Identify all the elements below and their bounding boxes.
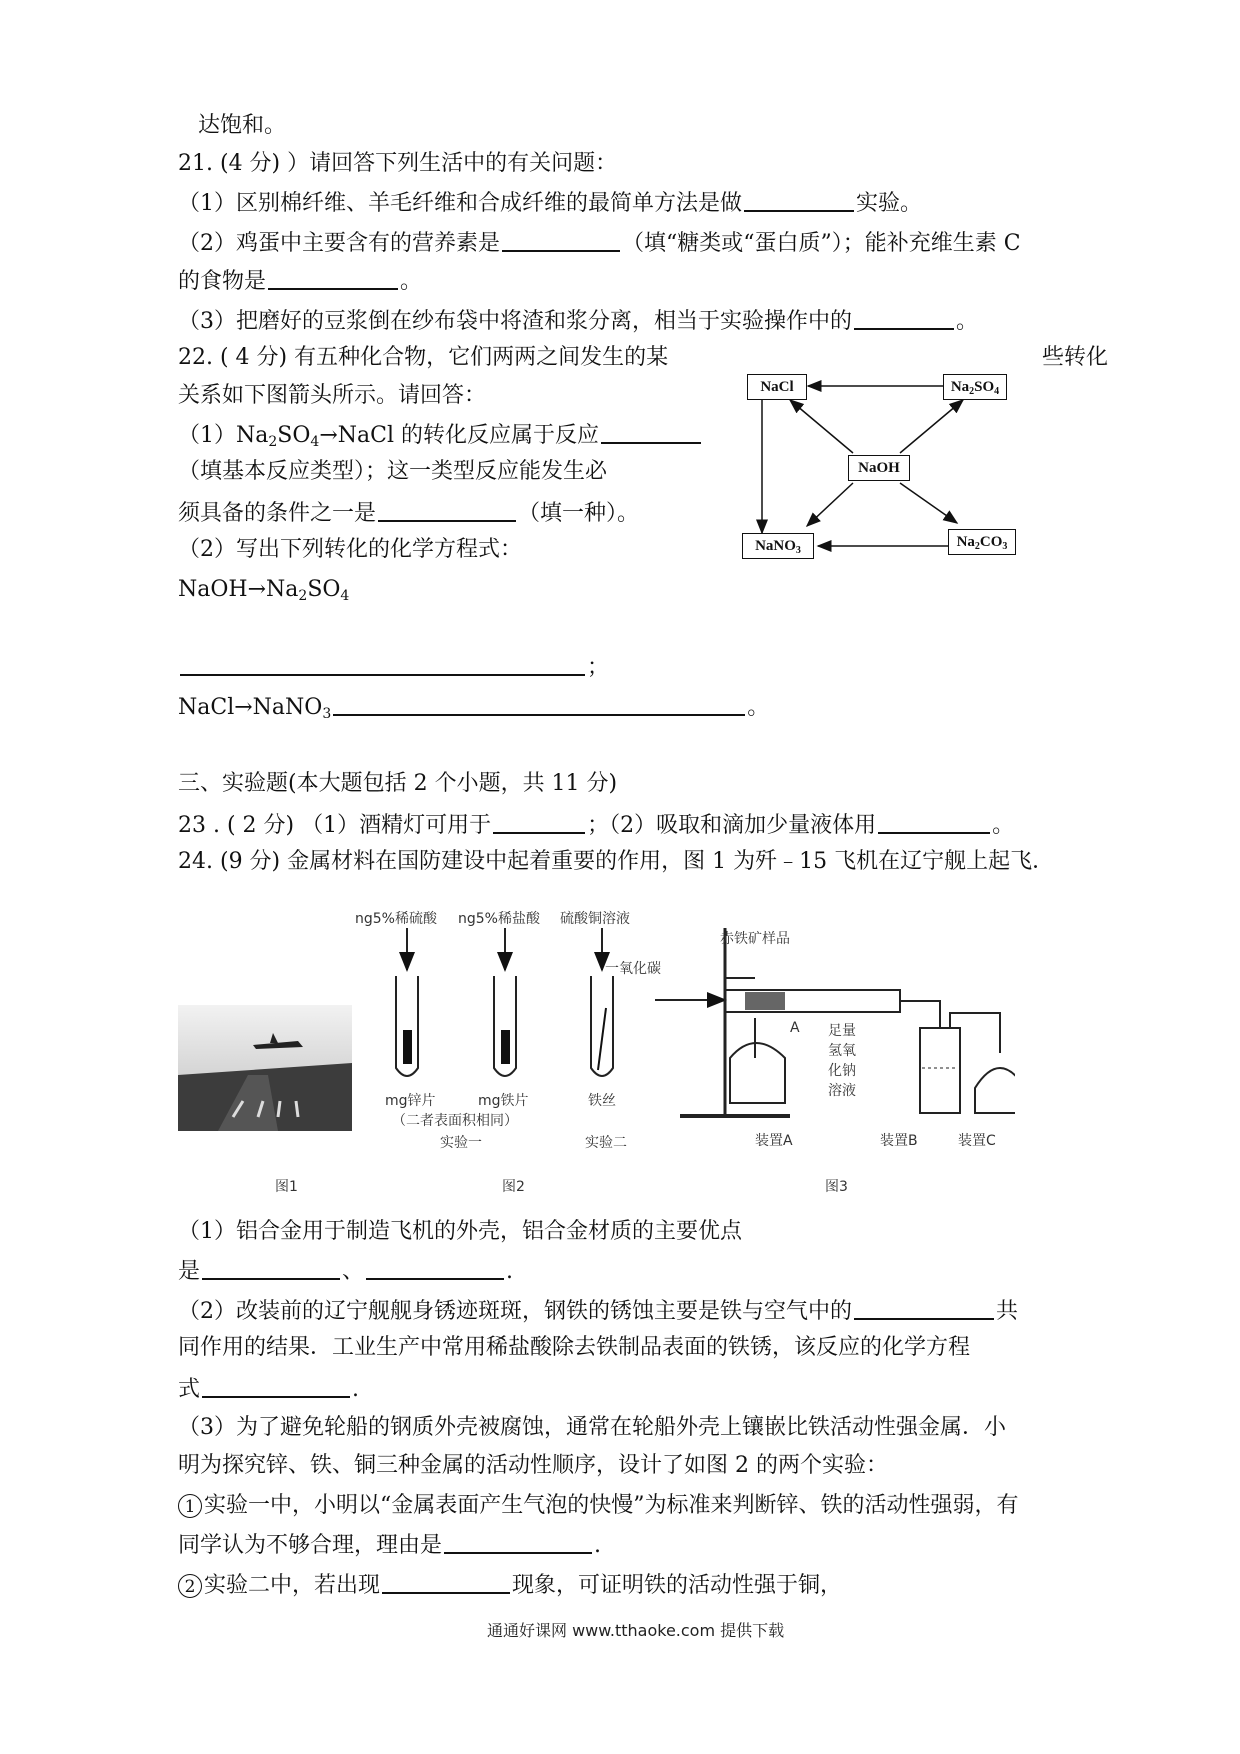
figure-2-test-tubes — [380, 928, 650, 1088]
answer-blank[interactable] — [202, 1256, 340, 1280]
arrow-naoh-nano3 — [807, 483, 853, 526]
answer-blank[interactable] — [268, 266, 398, 290]
q24-1: （1）铝合金用于制造飞机的外壳，铝合金材质的主要优点 — [178, 1219, 742, 1244]
q22-2-eq1: $NaOH\to Na_2SO_4$ — [178, 577, 350, 604]
note-same-area: （二者表面积相同） — [392, 1113, 518, 1129]
q24-title: 24. (9 分) 金属材料在国防建设中起着重要的作用，图 1 为歼﹣15 飞机在辽宁舰上起飞． — [178, 849, 1055, 874]
reagent-1: ng5%稀硫酸 — [355, 911, 437, 927]
q24-2-eq: 式 . — [178, 1374, 359, 1404]
answer-blank[interactable] — [366, 1256, 504, 1280]
q22-2-eq1-blank: ； — [178, 652, 609, 682]
q21-3: （3）把磨好的豆浆倒在纱布袋中将渣和浆分离，相当于实验操作中的 。 — [178, 306, 978, 336]
answer-blank[interactable] — [854, 306, 954, 330]
answer-blank[interactable] — [382, 1570, 510, 1594]
metal-1: mg锌片 — [385, 1093, 436, 1109]
answer-blank[interactable] — [493, 810, 585, 834]
co-label: 一氧化碳 — [605, 961, 661, 977]
q24-2-cont: 同作用的结果．工业生产中常用稀盐酸除去铁制品表面的铁锈，该反应的化学方程 — [178, 1335, 971, 1360]
footer-source: 通通好课网 www.tthaoke.com 提供下载 — [487, 1621, 785, 1640]
q22-2-eq2: NaCl→NaNO$_3$ 。 — [178, 692, 769, 722]
answer-blank[interactable] — [333, 692, 745, 716]
q24-3-sub1: 1 实验一中，小明以“金属表面产生气泡的快慢”为标准来判断锌、铁的活动性强弱，有 — [178, 1492, 1019, 1520]
q22-1-cond: 须具备的条件之一是 （填一种）。 — [178, 498, 639, 528]
q21-title: 21. (4 分) ）请回答下列生活中的有关问题： — [178, 151, 618, 176]
q21-2: （2）鸡蛋中主要含有的营养素是 （填“糖类或“蛋白质”）；能补充维生素 C — [178, 228, 1021, 258]
ore-label: 赤铁矿样品 — [720, 931, 790, 947]
metal-2: mg铁片 — [478, 1093, 529, 1109]
q24-2: （2）改装前的辽宁舰舰身锈迹斑斑，钢铁的锈蚀主要是铁与空气中的 共 — [178, 1296, 1018, 1326]
naoh-solution-3: 化钠 — [828, 1063, 856, 1079]
node-na2so4: $Na_2SO_4$ — [943, 374, 1007, 400]
q21-1: （1）区别棉纤维、羊毛纤维和合成纤维的最简单方法是做 实验。 — [178, 188, 922, 218]
caption-fig-1: 图1 — [275, 1179, 298, 1195]
q22-1: $(1)Na_2SO_4\to NaCl$ 的转化反应属于反应 — [178, 420, 703, 450]
exp-1-label: 实验一 — [440, 1135, 482, 1151]
device-c: 装置C — [958, 1133, 996, 1149]
label-a: A — [790, 1020, 800, 1036]
node-nano3: NaNO$_3$ — [742, 533, 814, 559]
arrow-naoh-na2co3 — [900, 483, 957, 523]
caption-fig-3: 图3 — [825, 1179, 848, 1195]
node-naoh: NaOH — [848, 455, 910, 481]
q22-1-cont: （填基本反应类型）；这一类型反应能发生必 — [178, 459, 608, 484]
node-na2co3: $Na_2CO_3$ — [948, 529, 1016, 555]
node-nacl: NaCl — [747, 374, 807, 400]
metal-3: 铁丝 — [588, 1093, 616, 1109]
device-a: 装置A — [755, 1133, 793, 1149]
q22-title: 22. ( 4 分) 有五种化合物，它们两两之间发生的某 — [178, 345, 669, 370]
q21-2-cont: 的食物是 。 — [178, 266, 422, 296]
answer-blank[interactable] — [444, 1530, 592, 1554]
answer-blank[interactable] — [854, 1296, 994, 1320]
answer-blank[interactable] — [744, 188, 854, 212]
q24-3-cont: 明为探究锌、铁、铜三种金属的活动性顺序，设计了如图 2 的两个实验： — [178, 1453, 888, 1478]
q23: 23 . ( 2 分) （1）酒精灯可用于 ；（2）吸取和滴加少量液体用 。 — [178, 810, 1014, 840]
q24-3-sub1-cont: 同学认为不够合理，理由是 . — [178, 1530, 601, 1560]
naoh-solution-4: 溶液 — [828, 1083, 856, 1099]
q24-1-cont: 是 、 . — [178, 1256, 513, 1286]
answer-blank[interactable] — [378, 498, 516, 522]
reagent-3: 硫酸铜溶液 — [560, 911, 630, 927]
line-1: 达饱和。 — [198, 113, 287, 138]
answer-blank[interactable] — [502, 228, 620, 252]
device-b: 装置B — [880, 1133, 918, 1149]
arrow-naoh-na2so4 — [900, 400, 963, 453]
arrow-naoh-nacl — [790, 400, 853, 453]
q22-2: （2）写出下列转化的化学方程式： — [178, 537, 522, 562]
exp-2-label: 实验二 — [585, 1135, 627, 1151]
reagent-2: ng5%稀盐酸 — [458, 911, 540, 927]
naoh-solution-2: 氢氧 — [828, 1043, 856, 1059]
q22-desc: 关系如下图箭头所示。请回答： — [178, 383, 487, 408]
answer-blank[interactable] — [601, 420, 701, 444]
q24-3-sub2: 2 实验二中，若出现 现象，可证明铁的活动性强于铜， — [178, 1570, 842, 1600]
caption-fig-2: 图2 — [502, 1179, 525, 1195]
answer-blank[interactable] — [878, 810, 990, 834]
q24-3: （3）为了避免轮船的钢质外壳被腐蚀，通常在轮船外壳上镶嵌比铁活动性强金属．小 — [178, 1415, 1006, 1440]
answer-blank[interactable] — [202, 1374, 350, 1398]
q22-title-right: 些转化 — [1042, 345, 1109, 370]
answer-blank[interactable] — [180, 652, 585, 676]
naoh-solution-1: 足量 — [828, 1023, 856, 1039]
figure-1-photo — [178, 1005, 352, 1131]
section-3-title: 三、实验题(本大题包括 2 个小题，共 11 分) — [178, 771, 618, 796]
